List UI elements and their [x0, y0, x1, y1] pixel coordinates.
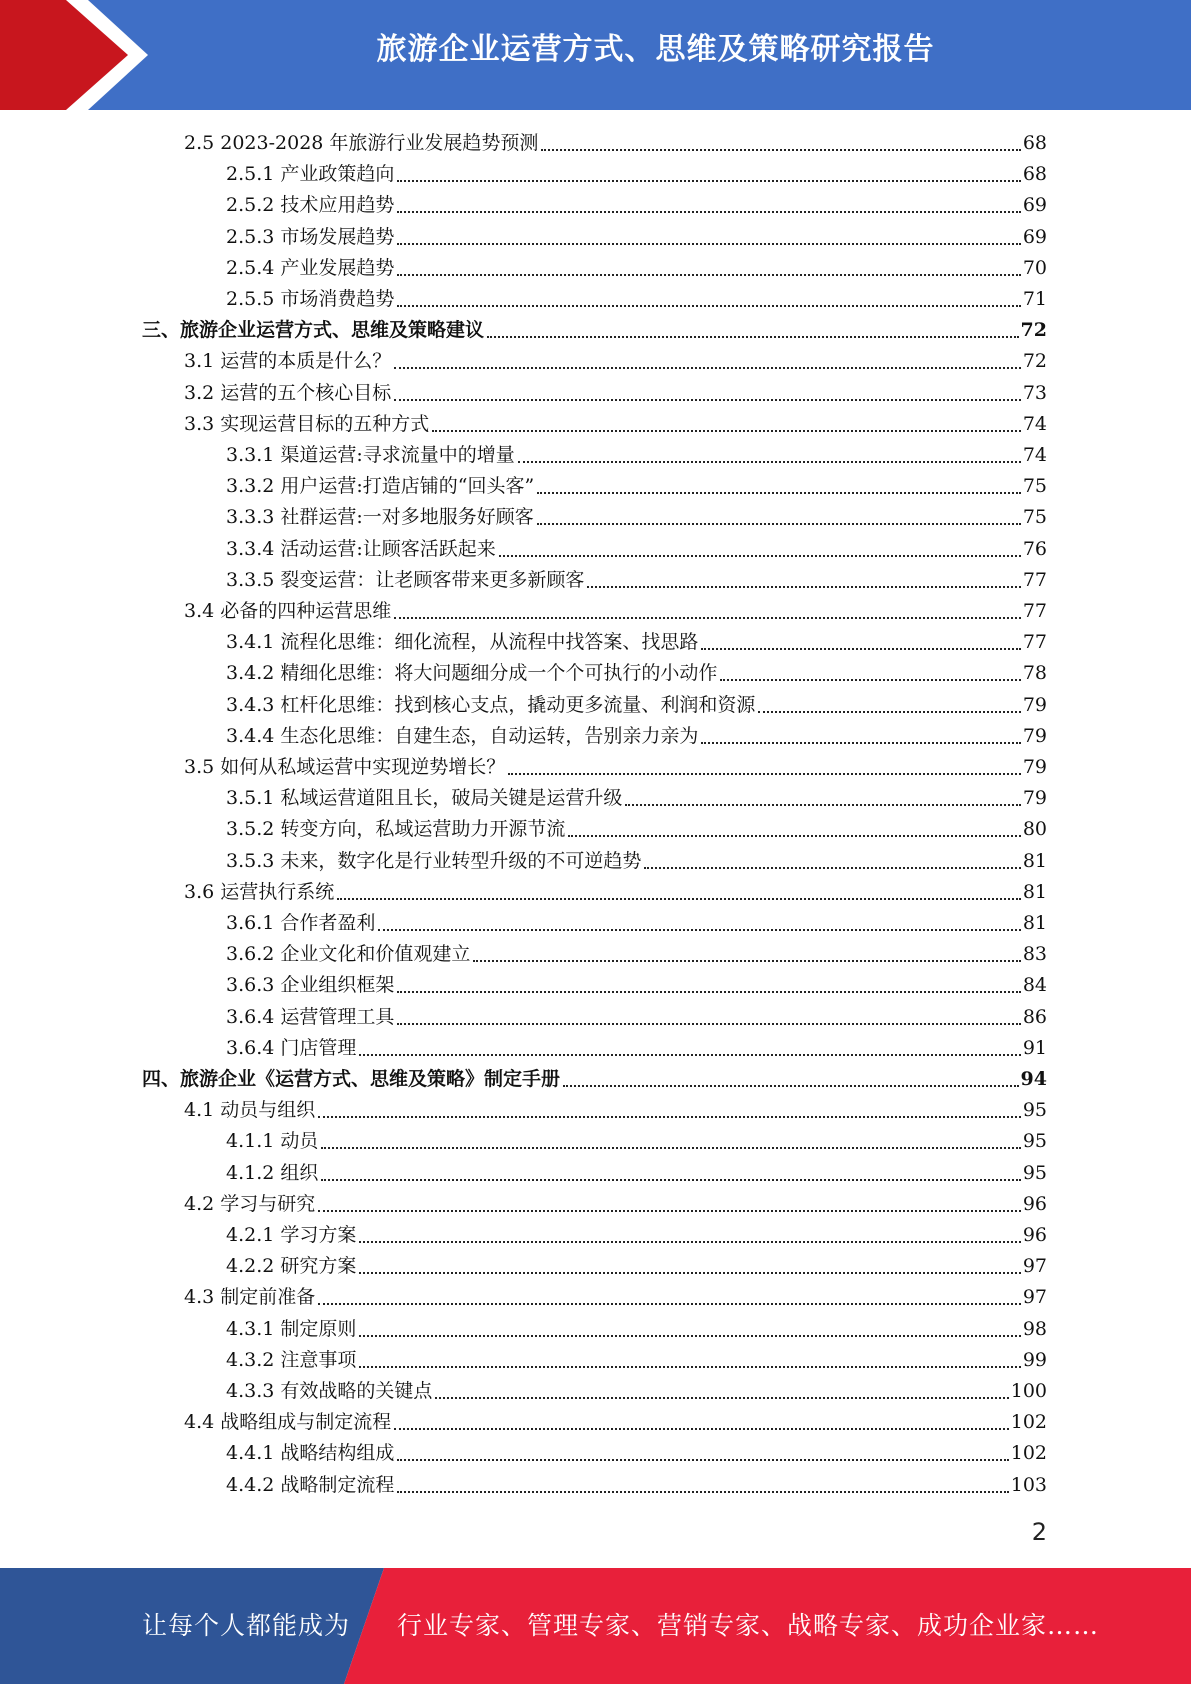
toc-entry[interactable]: [226, 159, 1047, 190]
toc-dot-leader: [394, 1428, 1008, 1430]
toc-entry-page: 70: [1022, 256, 1047, 279]
toc-entry-title: 4.1 动员与组织: [184, 1099, 316, 1122]
toc-entry-page: 97: [1022, 1255, 1047, 1278]
toc-entry-page: 86: [1022, 1005, 1047, 1028]
toc-entry-page: 71: [1022, 288, 1047, 310]
toc-dot-leader: [397, 180, 1020, 182]
toc-entry[interactable]: [226, 1470, 1047, 1501]
toc-entry-title: 3.4.2 精细化思维：将大问题细分成一个个可执行的小动作: [226, 662, 718, 685]
toc-entry-title: 3.2 运营的五个核心目标: [184, 381, 392, 404]
toc-entry[interactable]: [142, 1064, 1047, 1095]
toc-entry[interactable]: [226, 1126, 1047, 1157]
toc-entry-title: 三、旅游企业运营方式、思维及策略建议: [142, 319, 485, 342]
toc-entry[interactable]: [226, 846, 1047, 877]
toc-entry-title: 3.6.2 企业文化和价值观建立: [226, 943, 471, 966]
toc-entry-title: 2.5.1 产业政策趋向: [226, 163, 395, 186]
toc-entry-page: 94: [1020, 1068, 1047, 1090]
toc-entry-title: 4.3 制定前准备: [184, 1286, 316, 1309]
toc-dot-leader: [318, 1303, 1021, 1305]
toc-dot-leader: [359, 1272, 1020, 1274]
toc-entry[interactable]: [226, 1314, 1047, 1345]
toc-dot-leader: [541, 149, 1020, 151]
toc-entry-page: 72: [1022, 350, 1047, 373]
toc-entry[interactable]: [184, 752, 1047, 783]
toc-entry-title: 3.5.2 转变方向，私域运营助力开源节流: [226, 818, 566, 841]
toc-entry-title: 四、旅游企业《运营方式、思维及策略》制定手册: [142, 1068, 561, 1090]
toc-dot-leader: [487, 336, 1019, 338]
toc-dot-leader: [397, 274, 1020, 276]
toc-entry-title: 3.4.1 流程化思维：细化流程，从流程中找答案、找思路: [226, 631, 699, 654]
toc-entry-page: 100: [1010, 1380, 1047, 1402]
toc-dot-leader: [394, 399, 1021, 401]
toc-dot-leader: [435, 1397, 1008, 1399]
toc-entry-title: 3.6.4 门店管理: [226, 1036, 357, 1059]
toc-entry-title: 3.3.3 社群运营:一对多地服务好顾客: [226, 506, 534, 529]
toc-entry-page: 77: [1022, 600, 1047, 622]
toc-entry[interactable]: [226, 1158, 1047, 1189]
toc-entry-title: 3.3.5 裂变运营：让老顾客带来更多新顾客: [226, 568, 585, 591]
toc-dot-leader: [397, 1023, 1020, 1025]
toc-entry-title: 3.6.4 运营管理工具: [226, 1005, 395, 1028]
toc-entry-title: 3.3.4 活动运营:让顾客活跃起来: [226, 537, 496, 560]
toc-entry[interactable]: [184, 1189, 1047, 1220]
toc-entry-title: 3.6 运营执行系统: [184, 880, 335, 903]
toc-entry-page: 103: [1010, 1473, 1047, 1496]
toc-entry-title: 2.5.5 市场消费趋势: [226, 288, 395, 310]
toc-entry-page: 81: [1022, 880, 1047, 903]
toc-entry-page: 79: [1022, 787, 1047, 810]
toc-entry[interactable]: [226, 627, 1047, 658]
toc-entry[interactable]: [184, 1095, 1047, 1126]
toc-entry[interactable]: [226, 565, 1047, 596]
toc-entry[interactable]: [226, 721, 1047, 752]
toc-entry[interactable]: [226, 222, 1047, 253]
toc-entry-title: 3.6.3 企业组织框架: [226, 974, 395, 997]
toc-entry-title: 4.4.1 战略结构组成: [226, 1442, 395, 1465]
toc-dot-leader: [518, 461, 1021, 463]
toc-entry-page: 79: [1022, 756, 1047, 778]
toc-entry-title: 4.1.1 动员: [226, 1130, 319, 1153]
toc-dot-leader: [397, 991, 1020, 993]
toc-entry[interactable]: [226, 534, 1047, 565]
toc-dot-leader: [537, 523, 1021, 525]
toc-dot-leader: [378, 929, 1020, 931]
toc-dot-leader: [720, 679, 1020, 681]
toc-entry-title: 4.2.1 学习方案: [226, 1224, 357, 1246]
toc-entry[interactable]: [226, 1033, 1047, 1064]
toc-entry[interactable]: [226, 1251, 1047, 1282]
toc-dot-leader: [537, 492, 1021, 494]
toc-entry[interactable]: [184, 1282, 1047, 1313]
toc-dot-leader: [758, 711, 1020, 713]
toc-entry-page: 72: [1020, 319, 1047, 342]
toc-entry-title: 2.5.3 市场发展趋势: [226, 225, 395, 248]
toc-dot-leader: [359, 1335, 1020, 1337]
toc-entry-page: 69: [1022, 225, 1047, 248]
toc-entry-title: 2.5.2 技术应用趋势: [226, 194, 395, 217]
toc-entry-page: 99: [1022, 1348, 1047, 1371]
toc-entry-title: 4.4 战略组成与制定流程: [184, 1411, 392, 1434]
toc-entry-page: 96: [1022, 1224, 1047, 1246]
toc-dot-leader: [587, 586, 1020, 588]
toc-entry[interactable]: [226, 1345, 1047, 1376]
toc-entry-title: 3.1 运营的本质是什么？: [184, 350, 392, 373]
toc-entry[interactable]: [226, 471, 1047, 502]
toc-entry-page: 95: [1022, 1161, 1047, 1184]
toc-entry-page: 74: [1022, 412, 1047, 435]
toc-entry-page: 73: [1022, 381, 1047, 404]
toc-entry-title: 3.4.4 生态化思维：自建生态，自动运转，告别亲力亲为: [226, 724, 699, 747]
toc-dot-leader: [397, 305, 1020, 307]
toc-entry[interactable]: [226, 190, 1047, 221]
toc-entry[interactable]: [184, 1407, 1047, 1438]
toc-entry-page: 79: [1022, 724, 1047, 747]
toc-dot-leader: [432, 430, 1021, 432]
toc-dot-leader: [508, 773, 1021, 775]
toc-entry-title: 4.3.3 有效战略的关键点: [226, 1380, 433, 1402]
toc-dot-leader: [318, 1116, 1021, 1118]
toc-dot-leader: [397, 1491, 1008, 1493]
toc-entry-title: 3.4.3 杠杆化思维：找到核心支点，撬动更多流量、利润和资源: [226, 693, 756, 716]
toc-dot-leader: [701, 648, 1020, 650]
toc-dot-leader: [394, 617, 1021, 619]
footer-slogan-left: 让每个人都能成为: [142, 1611, 351, 1640]
toc-dot-leader: [397, 1459, 1008, 1461]
toc-entry[interactable]: [184, 877, 1047, 908]
toc-entry-page: 81: [1022, 849, 1047, 872]
toc-entry[interactable]: [184, 346, 1047, 377]
toc-dot-leader: [625, 804, 1020, 806]
toc-entry-page: 77: [1022, 631, 1047, 654]
page-header: [0, 0, 1191, 110]
toc-dot-leader: [563, 1085, 1019, 1087]
toc-entry-page: 98: [1022, 1317, 1047, 1340]
page-footer: [0, 1568, 1191, 1684]
toc-entry-page: 76: [1022, 537, 1047, 560]
toc-entry-title: 3.4 必备的四种运营思维: [184, 600, 392, 622]
toc-entry-page: 78: [1022, 662, 1047, 685]
page-number: 2: [1031, 1518, 1047, 1546]
toc-entry[interactable]: [226, 1438, 1047, 1469]
report-title: 旅游企业运营方式、思维及策略研究报告: [376, 32, 935, 67]
toc-entry[interactable]: [226, 939, 1047, 970]
toc-entry[interactable]: [184, 378, 1047, 409]
toc-entry-page: 102: [1010, 1411, 1047, 1434]
toc-entry-title: 3.5.1 私域运营道阻且长，破局关键是运营升级: [226, 787, 623, 810]
toc-dot-leader: [499, 555, 1021, 557]
toc-dot-leader: [359, 1054, 1020, 1056]
toc-entry-title: 3.3 实现运营目标的五种方式: [184, 412, 430, 435]
toc-entry-title: 4.2.2 研究方案: [226, 1255, 357, 1278]
toc-entry[interactable]: [184, 128, 1047, 159]
toc-entry-page: 95: [1022, 1130, 1047, 1153]
toc-entry-page: 91: [1022, 1036, 1047, 1059]
toc-dot-leader: [568, 835, 1020, 837]
toc-entry[interactable]: [226, 502, 1047, 533]
toc-dot-leader: [321, 1147, 1020, 1149]
toc-dot-leader: [644, 867, 1020, 869]
toc-entry-title: 4.3.2 注意事项: [226, 1348, 357, 1371]
toc-entry[interactable]: [226, 970, 1047, 1001]
toc-dot-leader: [321, 1179, 1020, 1181]
toc-dot-leader: [397, 243, 1020, 245]
toc-entry-page: 96: [1022, 1192, 1047, 1215]
toc-entry-title: 4.2 学习与研究: [184, 1192, 316, 1215]
toc-entry[interactable]: [226, 1220, 1047, 1251]
toc-entry[interactable]: [184, 409, 1047, 440]
toc-entry[interactable]: [142, 315, 1047, 346]
toc-entry-page: 97: [1022, 1286, 1047, 1309]
toc-entry[interactable]: [226, 690, 1047, 721]
toc-dot-leader: [359, 1241, 1020, 1243]
toc-entry[interactable]: [226, 284, 1047, 315]
toc-entry-page: 84: [1022, 974, 1047, 997]
toc-entry[interactable]: [226, 814, 1047, 845]
toc-entry[interactable]: [226, 1002, 1047, 1033]
toc-entry-page: 75: [1022, 506, 1047, 529]
toc-entry-title: 4.4.2 战略制定流程: [226, 1473, 395, 1496]
toc-entry-page: 75: [1022, 475, 1047, 498]
toc-entry-title: 2.5 2023-2028 年旅游行业发展趋势预测: [184, 132, 539, 154]
footer-slogan-right: 行业专家、管理专家、营销专家、战略专家、成功企业家……: [397, 1611, 1100, 1640]
toc-dot-leader: [473, 960, 1020, 962]
toc-entry-title: 3.5.3 未来，数字化是行业转型升级的不可逆趋势: [226, 849, 642, 872]
toc-entry-page: 80: [1022, 818, 1047, 841]
toc-entry-page: 79: [1022, 693, 1047, 716]
toc-entry[interactable]: [226, 440, 1047, 471]
toc-entry-page: 95: [1022, 1099, 1047, 1122]
toc-entry[interactable]: [226, 908, 1047, 939]
toc-entry[interactable]: [226, 1376, 1047, 1407]
toc-entry-title: 4.1.2 组织: [226, 1161, 319, 1184]
toc-entry-page: 81: [1022, 912, 1047, 934]
toc-entry-title: 3.3.1 渠道运营:寻求流量中的增量: [226, 444, 515, 466]
toc-entry[interactable]: [226, 253, 1047, 284]
toc-dot-leader: [318, 1210, 1021, 1212]
toc-entry[interactable]: [226, 783, 1047, 814]
toc-dot-leader: [359, 1366, 1020, 1368]
toc-entry-page: 74: [1022, 444, 1047, 466]
toc-entry-title: 3.5 如何从私域运营中实现逆势增长？: [184, 756, 506, 778]
toc-entry-title: 3.6.1 合作者盈利: [226, 912, 376, 934]
toc-entry-title: 2.5.4 产业发展趋势: [226, 256, 395, 279]
toc-entry[interactable]: [184, 596, 1047, 627]
toc-entry-title: 4.3.1 制定原则: [226, 1317, 357, 1340]
toc-entry-page: 102: [1010, 1442, 1047, 1465]
toc-entry[interactable]: [226, 658, 1047, 689]
toc-entry-page: 69: [1022, 194, 1047, 217]
toc-entry-page: 83: [1022, 943, 1047, 966]
toc-entry-title: 3.3.2 用户运营:打造店铺的“回头客”: [226, 475, 535, 498]
toc-dot-leader: [701, 742, 1020, 744]
toc-entry-page: 68: [1022, 132, 1047, 154]
toc-dot-leader: [397, 211, 1020, 213]
toc-entry-page: 77: [1022, 568, 1047, 591]
toc-entry-page: 68: [1022, 163, 1047, 186]
toc-dot-leader: [394, 367, 1021, 369]
toc-dot-leader: [337, 898, 1021, 900]
